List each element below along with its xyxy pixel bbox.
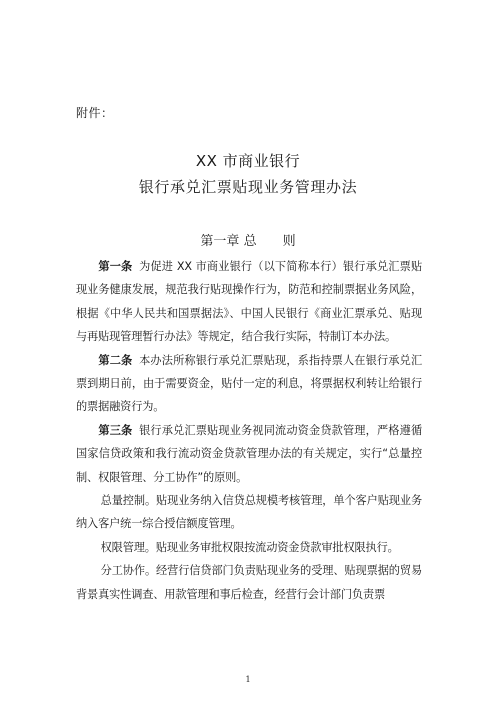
chapter-heading	[0, 230, 496, 249]
article-number: 第三条	[98, 423, 133, 437]
page-number: 1	[245, 675, 251, 684]
chapter-label: 第一章	[200, 234, 240, 249]
chapter-name: 总 则	[243, 234, 296, 249]
article-text: 为促进 XX 市商业银行（以下简称本行）银行承兑汇票贴现业务健康发展，规范我行贴现操作行为，防范和控制票据业务风险，根据《中华人民共和国票据法》、中国人民银行《商业汇票承兑、贴现与再贴现管理暂行办法》等规定，结合我行实际，特制订本办法。	[76, 260, 422, 344]
article-text: 银行承兑汇票贴现业务视同流动资金贷款管理，严格遵循国家信贷政策和我行流动资金贷款管理办法的有关规定，实行“总量控制、权限管理、分工协作”的原则。	[76, 423, 422, 484]
attachment-label: 附件：	[76, 106, 114, 120]
article-paragraph	[76, 255, 422, 349]
article-number: 第二条	[98, 353, 133, 367]
principle-paragraph: 总量控制。贴现业务纳入信贷总规模考核管理，单个客户贴现业务纳入客户统一综合授信额度管理。	[76, 494, 422, 531]
article-paragraph	[76, 349, 422, 419]
document-title-line2: 银行承兑汇票贴现业务管理办法	[138, 178, 358, 196]
principle-paragraph: 权限管理。贴现业务审批权限按流动资金贷款审批权限执行。	[100, 540, 399, 554]
principle-paragraph: 分工协作。经营行信贷部门负责贴现业务的受理、贴现票据的贸易背景真实性调查、用款管理和事后检查，经营行会计部门负责票	[76, 564, 422, 601]
article-paragraph	[76, 419, 422, 489]
article-number: 第一条	[98, 260, 133, 273]
document-title-line1: XX 市商业银行	[195, 152, 301, 170]
article-text: 本办法所称银行承兑汇票贴现，系指持票人在银行承兑汇票到期日前，由于需要资金，贴付一定的利息，将票据权利转让给银行的票据融资行为。	[76, 353, 422, 414]
document-body	[76, 255, 422, 606]
